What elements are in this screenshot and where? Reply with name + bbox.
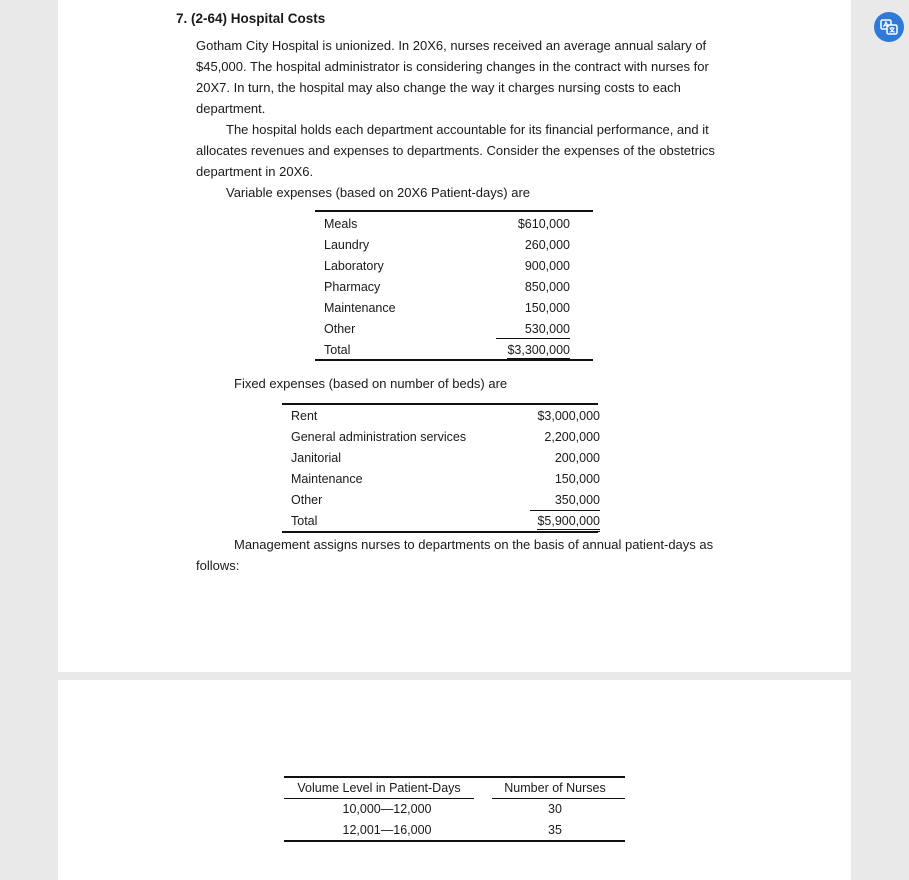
paragraph-line: allocates revenues and expenses to departments. Consider the expenses of the obstetrics (196, 143, 715, 158)
row-value: $3,300,000 (507, 340, 570, 361)
table-row (291, 427, 600, 448)
row-label: Other (324, 322, 356, 336)
header-underline (492, 798, 625, 799)
row-label: Total (291, 514, 318, 528)
row-value: 350,000 (554, 493, 600, 507)
row-label: Maintenance (324, 301, 396, 315)
row-value: 850,000 (524, 280, 570, 294)
table-top-rule (315, 210, 593, 212)
table-row (324, 256, 570, 277)
table-top-rule (282, 403, 598, 405)
document-page-1 (58, 0, 851, 672)
row-value: 2,200,000 (544, 430, 600, 444)
subtotal-rule (496, 338, 570, 339)
variable-expenses-table (324, 214, 570, 364)
row-value: $3,000,000 (537, 409, 600, 423)
document-page-2 (58, 680, 851, 880)
translate-button[interactable] (874, 12, 904, 42)
table-row (291, 406, 600, 427)
row-value: $610,000 (517, 217, 570, 231)
paragraph-line: 20X7. In turn, the hospital may also change the way it charges nursing costs to each (196, 80, 681, 95)
table-cell: 10,000—12,000 (342, 802, 432, 816)
problem-heading: 7. (2-64) Hospital Costs (176, 11, 326, 26)
variable-expenses-intro: Variable expenses (based on 20X6 Patient-days) are (226, 185, 531, 200)
table-row (324, 277, 570, 298)
table-bottom-rule (282, 531, 598, 533)
table-row (291, 448, 600, 469)
row-label: Laboratory (324, 259, 384, 273)
row-label: Rent (291, 409, 318, 423)
paragraph-line: department. (196, 101, 266, 116)
row-value: 530,000 (524, 322, 570, 336)
row-label: Janitorial (291, 451, 342, 465)
row-label: Maintenance (291, 472, 363, 486)
row-value: 260,000 (524, 238, 570, 252)
table-row-total (291, 511, 600, 532)
table-row (324, 214, 570, 235)
row-value: $5,900,000 (537, 511, 600, 532)
row-value: 200,000 (554, 451, 600, 465)
row-label: Pharmacy (324, 280, 381, 294)
table-row (291, 490, 600, 511)
table-bottom-rule (284, 840, 625, 842)
subtotal-rule (530, 510, 600, 511)
table-row-total (324, 340, 570, 361)
fixed-expenses-table (291, 406, 600, 536)
row-label: Other (291, 493, 323, 507)
header-underline (284, 798, 474, 799)
row-value: 150,000 (524, 301, 570, 315)
paragraph-line: Gotham City Hospital is unionized. In 20X6, nurses received an average annual salary of (196, 38, 707, 53)
row-label: Meals (324, 217, 358, 231)
table-row (324, 235, 570, 256)
row-value: 150,000 (554, 472, 600, 486)
paragraph-line: $45,000. The hospital administrator is considering changes in the contract with nurses for (196, 59, 709, 74)
row-label: Laundry (324, 238, 370, 252)
table-cell: 12,001—16,000 (342, 823, 432, 837)
table-cell: 35 (548, 823, 562, 837)
row-label: Total (324, 343, 351, 357)
table-row (291, 469, 600, 490)
table-row (324, 298, 570, 319)
paragraph-line: department in 20X6. (196, 164, 314, 179)
paragraph-line: follows: (196, 558, 240, 573)
paragraph-line: The hospital holds each department accountable for its financial performance, and it (226, 122, 709, 137)
paragraph-line: Management assigns nurses to departments on the basis of annual patient-days as (234, 537, 714, 552)
fixed-expenses-intro: Fixed expenses (based on number of beds) are (234, 376, 508, 391)
column-header: Volume Level in Patient-Days (297, 781, 461, 795)
nurses-table (284, 778, 625, 848)
table-cell: 30 (548, 802, 562, 816)
translate-icon (880, 18, 898, 36)
column-header: Number of Nurses (504, 781, 606, 795)
row-label: General administration services (291, 430, 467, 444)
table-bottom-rule (315, 359, 593, 361)
table-row (324, 319, 570, 340)
row-value: 900,000 (524, 259, 570, 273)
